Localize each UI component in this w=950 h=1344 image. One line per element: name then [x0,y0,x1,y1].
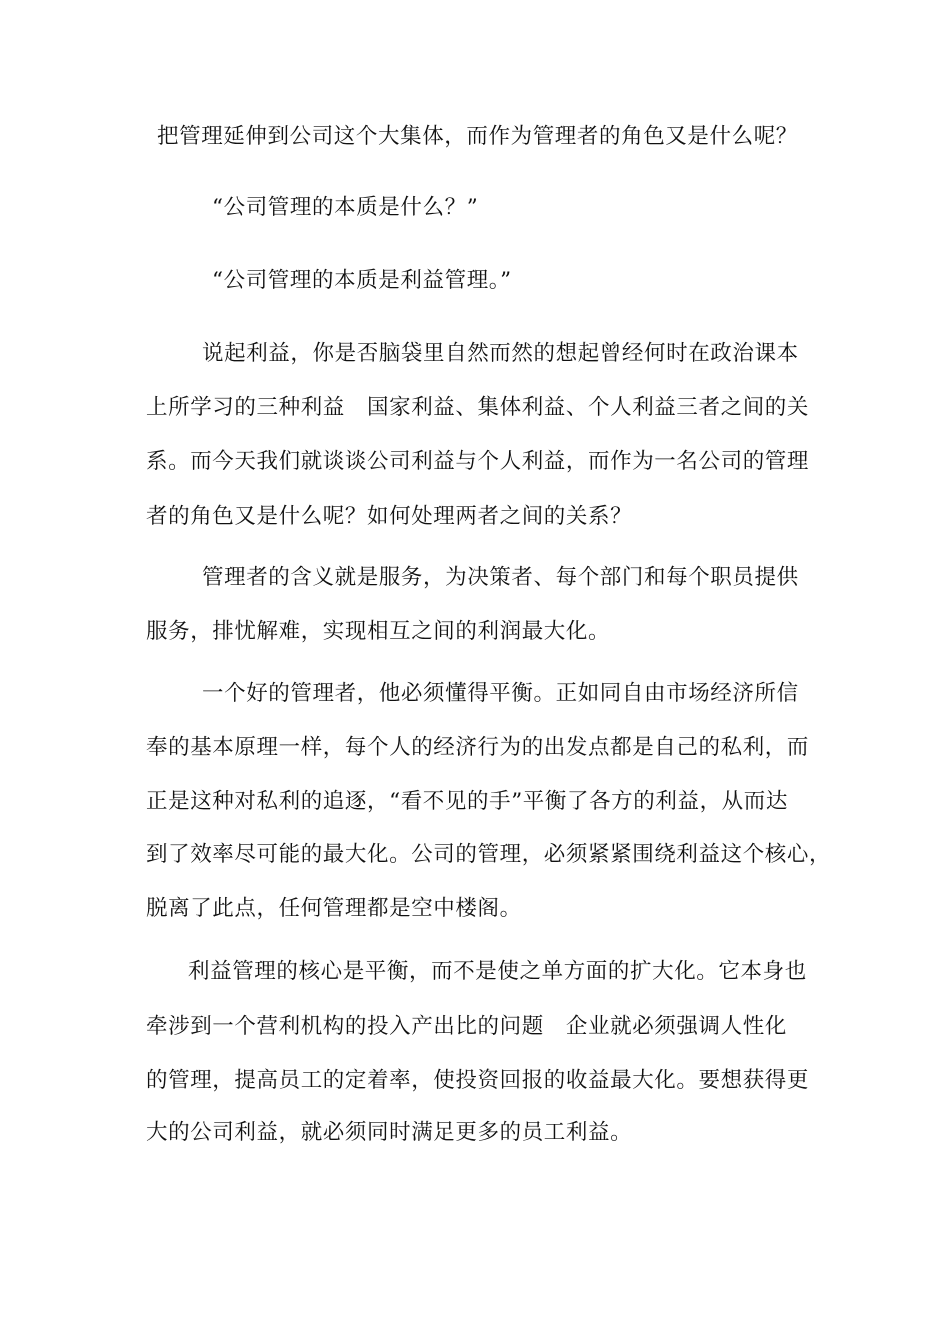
paragraph-2-line-2: 服务，排忧解难，实现相互之间的利润最大化。 [146,619,611,644]
paragraph-1-line-2: 上所学习的三种利益 国家利益、集体利益、个人利益三者之间的关 [146,395,810,420]
paragraph-1-line-3: 系。而今天我们就谈谈公司利益与个人利益，而作为一名公司的管理 [146,449,810,474]
intro-line: 把管理延伸到公司这个大集体，而作为管理者的角色又是什么呢？ [157,124,798,149]
quote-question: “公司管理的本质是什么？” [212,195,479,220]
paragraph-3-line-3: 正是这种对私利的追逐，“看不见的手”平衡了各方的利益，从而达 [146,789,788,814]
paragraph-3-line-2: 奉的基本原理一样，每个人的经济行为的出发点都是自己的私利，而 [146,735,810,760]
paragraph-4-line-3: 的管理，提高员工的定着率，使投资回报的收益最大化。要想获得更 [146,1068,810,1093]
paragraph-1-line-4: 者的角色又是什么呢？如何处理两者之间的关系？ [146,504,633,529]
paragraph-1-line-1: 说起利益，你是否脑袋里自然而然的想起曾经何时在政治课本 [202,341,799,366]
paragraph-3-line-5: 脱离了此点，任何管理都是空中楼阁。 [146,896,522,921]
paragraph-2-line-1: 管理者的含义就是服务，为决策者、每个部门和每个职员提供 [202,565,799,590]
quote-answer: “公司管理的本质是利益管理。” [212,268,512,293]
paragraph-4-line-1: 利益管理的核心是平衡，而不是使之单方面的扩大化。它本身也 [188,959,807,984]
paragraph-3-line-4: 到了效率尽可能的最大化。公司的管理，必须紧紧围绕利益这个核心， [146,842,832,867]
paragraph-3-line-1: 一个好的管理者，他必须懂得平衡。正如同自由市场经济所信 [202,681,799,706]
paragraph-4-line-4: 大的公司利益，就必须同时满足更多的员工利益。 [146,1120,633,1145]
paragraph-4-line-2: 牵涉到一个营利机构的投入产出比的问题 企业就必须强调人性化 [146,1014,787,1039]
